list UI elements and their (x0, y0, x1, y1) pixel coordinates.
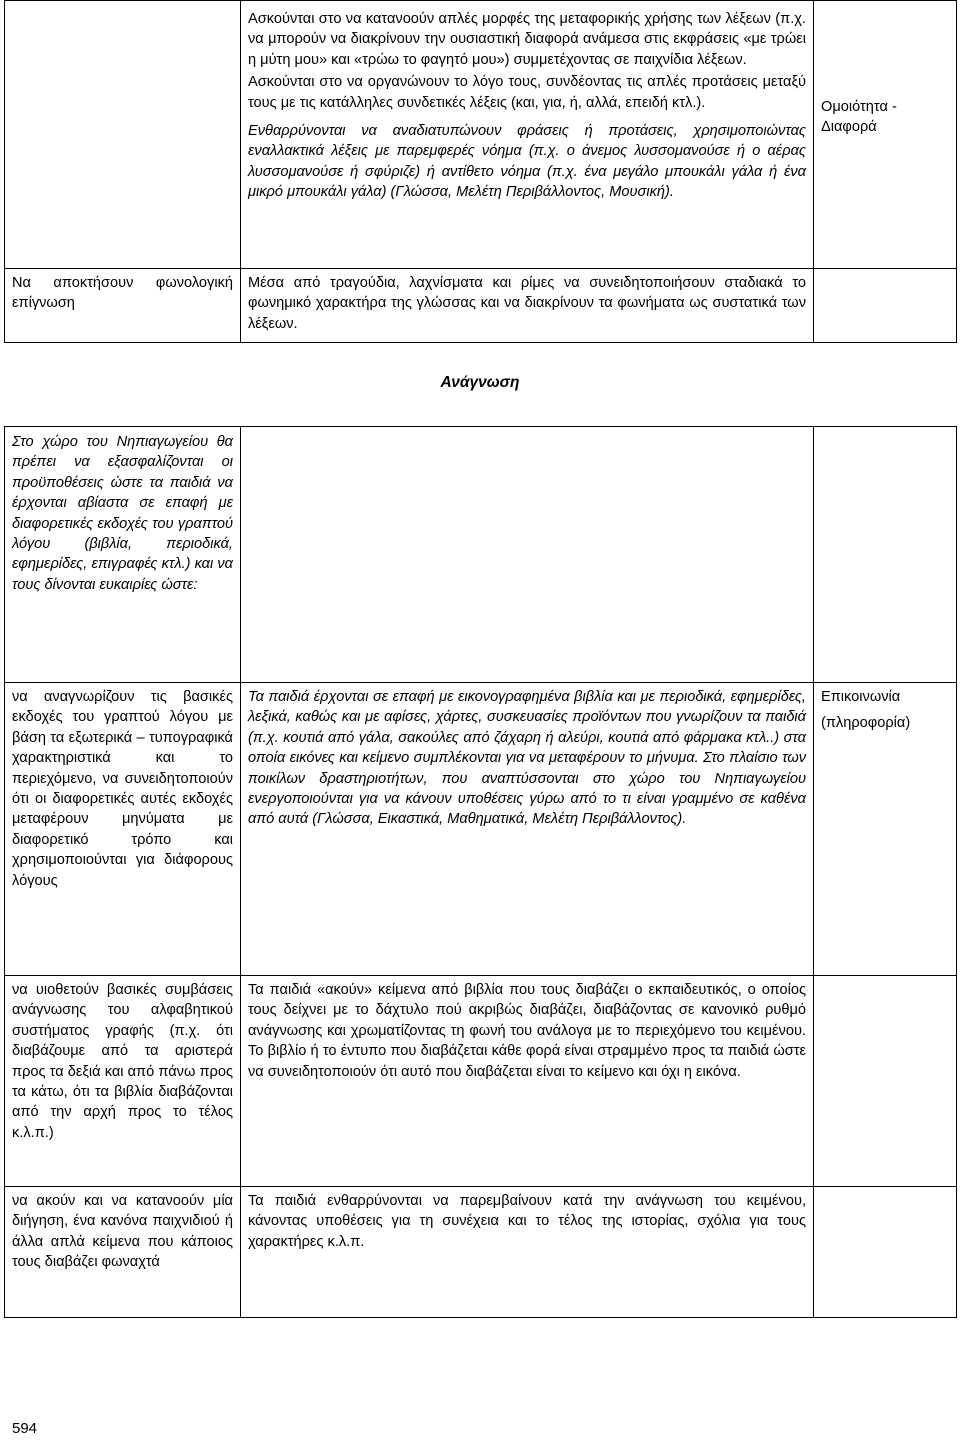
top-row2-left-cell: Να αποκτήσουν φωνολογική επίγνωση (5, 269, 241, 343)
intro-cell: Στο χώρο του Νηπιαγωγείου θα πρέπει να εξασφαλίζονται οι προϋποθέσεις ώστε τα παιδιά να έρχονται αβίαστα σε επαφή με διαφορετικές εκδοχές του γραπτού λόγου (βιβλία, περιοδικά, εφημερίδες, επιγραφές κτλ.) και να τους δίνονται ευκαιρίες ώστε: (5, 427, 241, 683)
top-table (4, 0, 957, 343)
table-row (5, 683, 957, 976)
concept-label: Επικοινωνία (821, 689, 901, 705)
concept-cell (814, 683, 957, 976)
page-number: 594 (12, 1420, 38, 1437)
concept-sublabel: (πληροφορία) (821, 715, 911, 732)
table-row (5, 976, 957, 1187)
objective-cell: να υιοθετούν βασικές συμβάσεις ανάγνωσης του αλφαβητικού συστήματος γραφής (π.χ. ότι διαβάζουμε από τα αριστερά προς τα δεξιά και από πάνω προς τα κάτω, ότι τα βιβλία διαβάζονται από την αρχή προς το τέλος κ.λ.π.) (5, 976, 241, 1187)
table-row (5, 269, 957, 343)
paragraph: Ενθαρρύνονται να αναδιατυπώνουν φράσεις ή προτάσεις, χρησιμοποιώντας εναλλακτικά λέξεις με παρεμφερές νόημα (π.χ. ο άνεμος λυσσομανούσε ή ο αέρας λυσσομανούσε ή σφύριζε) ή αντίθετο νόημα (π.χ. ένα μεγάλο μπουκάλι γάλα ή ένα μικρό μπουκάλι γάλα) (Γλώσσα, Μελέτη Περιβάλλοντος, Μουσική). (248, 123, 806, 201)
top-row1-middle-cell (241, 1, 814, 269)
objective-cell: να ακούν και να κατανοούν μία διήγηση, ένα κανόνα παιχνιδιού ή άλλα απλά κείμενα που κάποιος τους διαβάζει φωναχτά (5, 1187, 241, 1318)
intro-right-cell (814, 427, 957, 683)
concept-cell (814, 976, 957, 1187)
concept-cell (814, 1187, 957, 1318)
top-row2-middle-cell (241, 269, 814, 343)
table-row (5, 1, 957, 269)
paragraph: Ασκούνται στο να οργανώνουν το λόγο τους, συνδέοντας τις απλές προτάσεις μεταξύ τους με τις κατάλληλες συνδετικές λέξεις (και, για, ή, αλλά, επειδή κτλ.). (248, 74, 806, 111)
activity-cell: Τα παιδιά ενθαρρύνονται να παρεμβαίνουν κατά την ανάγνωση του κειμένου, κάνοντας υποθέσεις για τη συνέχεια και το τέλος της ιστορίας, σχόλια για τους χαρακτήρες κ.λ.π. (241, 1187, 814, 1318)
objective-cell: να αναγνωρίζουν τις βασικές εκδοχές του γραπτού λόγου με βάση τα εξωτερικά – τυπογραφικά χαρακτηριστικά και το περιεχόμενο, να συνειδητοποιούν ότι οι διαφορετικές αυτές εκδοχές μεταφέρουν μηνύματα με διαφορετικό τρόπο και χρησιμοποιούνται για διάφορους λόγους (5, 683, 241, 976)
paragraph: Ασκούνται στο να κατανοούν απλές μορφές της μεταφορικής χρήσης των λέξεων (π.χ. να μπορούν να διακρίνουν την ουσιαστική διαφορά ανάμεσα στις εκφράσεις «με τρώει η μύτη μου» και «τρώω το φαγητό μου») συμμετέχοντας σε παιχνίδια λέξεων. (248, 11, 806, 68)
activity-cell: Τα παιδιά «ακούν» κείμενα από βιβλία που τους διαβάζει ο εκπαιδευτικός, ο οποίος τους δείχνει με το δάχτυλο πού ακριβώς διαβάζει, διαβάζοντας σε κανονικό ρυθμό ανάγνωσης και χρωματίζοντας τη φωνή του ανάλογα με το περιεχόμενο του κειμένου. Το βιβλίο ή το έντυπο που διαβάζεται κάθε φορά είναι στραμμένο προς τα παιδιά ώστε να συνειδητοποιούν ότι αυτό που διαβάζεται είναι το κείμενο και όχι η εικόνα. (241, 976, 814, 1187)
top-row1-left-cell (5, 1, 241, 269)
top-row2-right-cell (814, 269, 957, 343)
section-heading: Ανάγνωση (440, 374, 520, 391)
top-row1-right-cell: Ομοιότητα - Διαφορά (814, 1, 957, 269)
paragraph: Μέσα από τραγούδια, λαχνίσματα και ρίμες να συνειδητοποιήσουν σταδιακά το φωνημικό χαρακτήρα της γλώσσας και να διακρίνουν τα φωνήματα ως συστατικά των λέξεων. (248, 275, 806, 332)
intro-middle-cell (241, 427, 814, 683)
reading-table (4, 426, 957, 1318)
table-row (5, 427, 957, 683)
activity-cell: Τα παιδιά έρχονται σε επαφή με εικονογραφημένα βιβλία και με περιοδικά, εφημερίδες, λεξικά, καθώς και με αφίσες, χάρτες, συσκευασίες προϊόντων που γνωρίζουν τα παιδιά (π.χ. κουτιά από γάλα, σακούλες από ζάχαρη ή αλεύρι, κουτιά από φάρμακα κτλ..) στα οποία εικόνες και κείμενο συμπλέκονται για να μεταφέρουν το μήνυμα. Στο πλαίσιο των ποικίλων δραστηριοτήτων, που αναπτύσσονται στο χώρο του Νηπιαγωγείου ενεργοποιούνται για να κάνουν υποθέσεις γύρω από το τι είναι γραμμένο σε καθένα από αυτά (Γλώσσα, Εικαστικά, Μαθηματικά, Μελέτη Περιβάλλοντος). (241, 683, 814, 976)
table-row (5, 1187, 957, 1318)
